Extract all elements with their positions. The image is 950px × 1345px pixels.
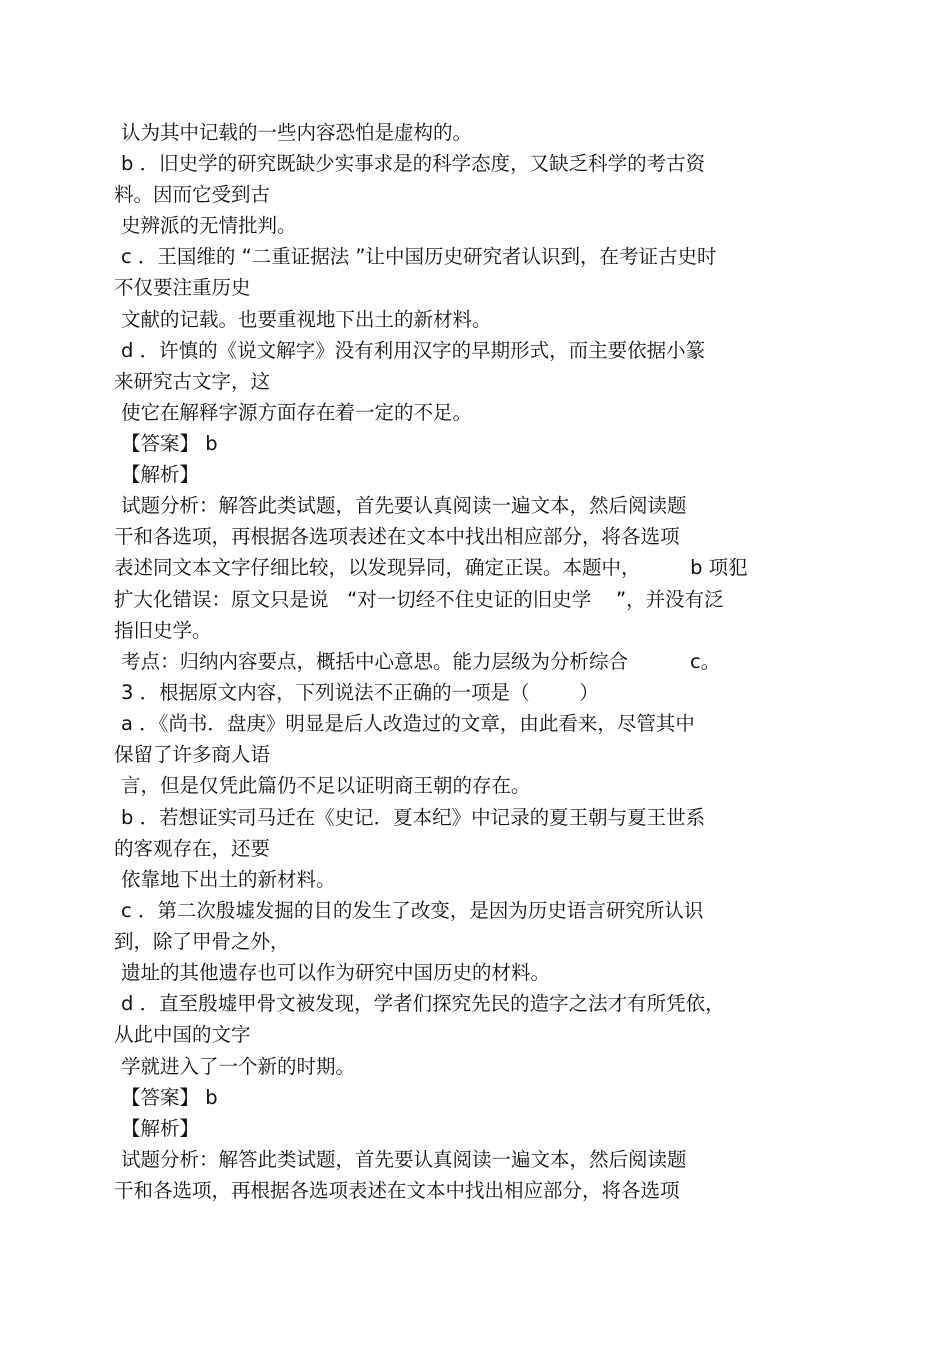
text-line: 史辨派的无情批判。 bbox=[121, 214, 297, 237]
text-line: 考点：归纳内容要点，概括中心意思。能力层级为分析综合 c。 bbox=[121, 650, 721, 673]
text-line: 学就进入了一个新的时期。 bbox=[121, 1055, 356, 1078]
text-line: 的客观存在，还要 bbox=[114, 837, 271, 860]
text-line: 料。因而它受到古 bbox=[114, 183, 271, 206]
text-line: 文献的记载。也要重视地下出土的新材料。 bbox=[121, 308, 492, 331]
text-line: a ．《尚书．盘庚》明显是后人改造过的文章，由此看来，尽管其中 bbox=[121, 712, 695, 735]
text-line: 试题分析：解答此类试题，首先要认真阅读一遍文本，然后阅读题 bbox=[121, 494, 687, 517]
text-line: 到，除了甲骨之外， bbox=[114, 930, 290, 953]
text-line: 扩大化错误：原文只是说 “对一切经不住史证的旧史学 ”，并没有泛 bbox=[114, 588, 724, 611]
text-line: 干和各选项，再根据各选项表述在文本中找出相应部分，将各选项 bbox=[114, 525, 680, 548]
text-line: b ．若想证实司马迁在《史记．夏本纪》中记录的夏王朝与夏王世系 bbox=[121, 806, 706, 829]
text-line: 指旧史学。 bbox=[114, 619, 212, 642]
text-line: 表述同文本文字仔细比较，以发现异同，确定正误。本题中， b 项犯 bbox=[114, 556, 748, 579]
answer-label: 【答案】 b bbox=[121, 432, 218, 455]
text-line: 来研究古文字，这 bbox=[114, 370, 271, 393]
text-line: b ．旧史学的研究既缺少实事求是的科学态度，又缺乏科学的考古资 bbox=[121, 152, 706, 175]
text-line: c ．王国维的 “二重证据法 ”让中国历史研究者认识到，在考证古史时 bbox=[121, 245, 717, 268]
text-line: 干和各选项，再根据各选项表述在文本中找出相应部分，将各选项 bbox=[114, 1179, 680, 1202]
text-line: 认为其中记载的一些内容恐怕是虚构的。 bbox=[121, 121, 473, 144]
text-line: 从此中国的文字 bbox=[114, 1023, 251, 1046]
text-line: 试题分析：解答此类试题，首先要认真阅读一遍文本，然后阅读题 bbox=[121, 1148, 687, 1171]
text-line: 保留了许多商人语 bbox=[114, 743, 271, 766]
text-line: 言，但是仅凭此篇仍不足以证明商王朝的存在。 bbox=[121, 774, 531, 797]
analysis-label: 【解析】 bbox=[121, 1117, 200, 1140]
text-line: 使它在解释字源方面存在着一定的不足。 bbox=[121, 401, 473, 424]
analysis-label: 【解析】 bbox=[121, 463, 200, 486]
text-line: 依靠地下出土的新材料。 bbox=[121, 868, 336, 891]
text-line: d ．直至殷墟甲骨文被发现，学者们探究先民的造字之法才有所凭依， bbox=[121, 992, 725, 1015]
text-line: c ．第二次殷墟发掘的目的发生了改变，是因为历史语言研究所认识 bbox=[121, 899, 704, 922]
text-line: d ．许慎的《说文解字》没有利用汉字的早期形式，而主要依据小篆 bbox=[121, 339, 706, 362]
text-line: 不仅要注重历史 bbox=[114, 276, 251, 299]
question-title: 3 ．根据原文内容，下列说法不正确的一项是（ ） bbox=[121, 681, 599, 704]
text-line: 遗址的其他遗存也可以作为研究中国历史的材料。 bbox=[121, 961, 551, 984]
answer-label: 【答案】 b bbox=[121, 1086, 218, 1109]
